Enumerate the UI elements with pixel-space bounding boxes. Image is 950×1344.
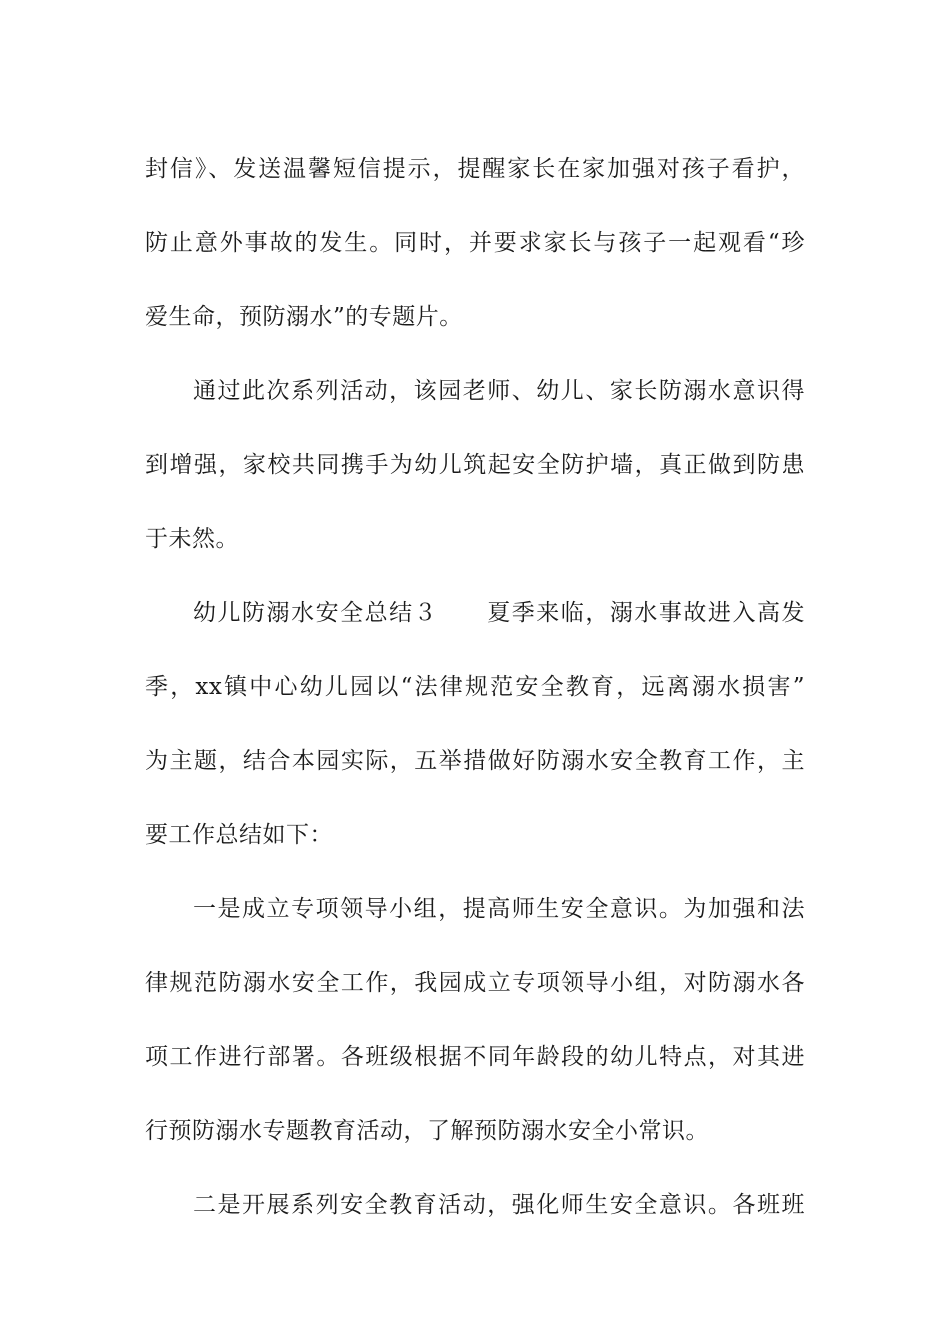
paragraph-2 xyxy=(145,354,805,576)
text-line: 律规范防溺水安全工作，我园成立专项领导小组，对防溺水各 xyxy=(145,970,805,996)
text-line: 季，xx镇中心幼儿园以“法律规范安全教育，远离溺水损害” xyxy=(145,674,805,700)
text-line: 项工作进行部署。各班级根据不同年龄段的幼儿特点，对其进 xyxy=(145,1044,805,1070)
text-line: 封信》、发送温馨短信提示，提醒家长在家加强对孩子看护， xyxy=(145,156,805,182)
text-line: 通过此次系列活动，该园老师、幼儿、家长防溺水意识得 xyxy=(193,378,805,404)
text-line: 要工作总结如下： xyxy=(145,822,333,848)
paragraph-4 xyxy=(145,872,805,1168)
text-line: 防止意外事故的发生。同时，并要求家长与孩子一起观看“珍 xyxy=(145,230,805,256)
text-line: 到增强，家校共同携手为幼儿筑起安全防护墙，真正做到防患 xyxy=(145,452,805,478)
paragraph-3 xyxy=(145,576,805,872)
paragraph-5 xyxy=(145,1168,805,1242)
text-line: 一是成立专项领导小组，提高师生安全意识。为加强和法 xyxy=(193,896,805,922)
text-line: 于未然。 xyxy=(145,526,239,552)
text-line: 为主题，结合本园实际，五举措做好防溺水安全教育工作，主 xyxy=(145,748,805,774)
text-line: 行预防溺水专题教育活动，了解预防溺水安全小常识。 xyxy=(145,1118,709,1144)
paragraph-1 xyxy=(145,132,805,354)
body-text xyxy=(145,132,805,1242)
text-line: 二是开展系列安全教育活动，强化师生安全意识。各班班 xyxy=(193,1192,805,1218)
text-line: 幼儿防溺水安全总结３ 夏季来临，溺水事故进入高发 xyxy=(193,600,805,626)
text-line: 爱生命，预防溺水”的专题片。 xyxy=(145,304,463,330)
